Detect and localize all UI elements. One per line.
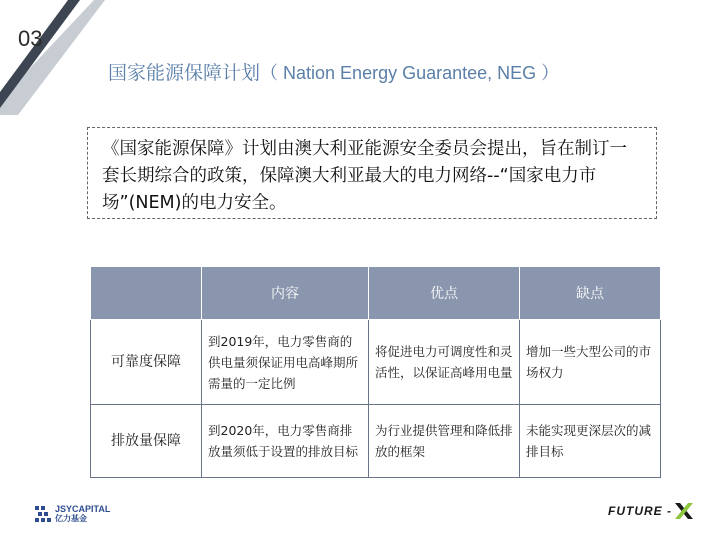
cell-content: 到2020年，电力零售商排放量须低于设置的排放目标 [202, 405, 369, 478]
future-brand-text: FUTURE - [608, 504, 672, 518]
cell-cons: 未能实现更深层次的减排目标 [520, 405, 661, 478]
cell-pros: 为行业提供管理和降低排放的框架 [369, 405, 520, 478]
table-row [91, 405, 661, 478]
header-pros: 优点 [369, 267, 520, 320]
jsy-brand-text: JSYCAPITAL [55, 504, 111, 514]
future-x-logo [608, 503, 693, 519]
jsy-brand-cn-text: 亿力基金 [55, 514, 87, 523]
row-label: 排放量保障 [91, 405, 202, 478]
cell-pros: 将促进电力可调度性和灵活性，以保证高峰用电量 [369, 320, 520, 405]
slide-title [108, 58, 559, 85]
table-row [91, 320, 661, 405]
x-mark-icon [675, 503, 693, 519]
header-content: 内容 [202, 267, 369, 320]
row-label: 可靠度保障 [91, 320, 202, 405]
corner-stripe-decoration [0, 0, 110, 115]
header-blank [91, 267, 202, 320]
header-cons: 缺点 [520, 267, 661, 320]
guarantee-table [90, 266, 661, 478]
slide-title-cn: 国家能源保障计划 [108, 62, 261, 84]
slide-number: 03 [18, 26, 43, 51]
jsy-capital-logo [34, 504, 110, 524]
table-header-row [91, 267, 661, 320]
intro-text-box [87, 127, 657, 219]
cell-cons: 增加一些大型公司的市场权力 [520, 320, 661, 405]
cell-content: 到2019年，电力零售商的供电量须保证用电高峰期所需量的一定比例 [202, 320, 369, 405]
slide-title-en: （ Nation Energy Guarantee, NEG ） [260, 63, 560, 83]
jsy-logo-icon [34, 505, 52, 523]
intro-text: 《国家能源保障》计划由澳大利亚能源安全委员会提出，旨在制订一套长期综合的政策，保障澳大利亚最大的电力网络--“国家电力市场”(NEM)的电力安全。 [102, 139, 627, 213]
